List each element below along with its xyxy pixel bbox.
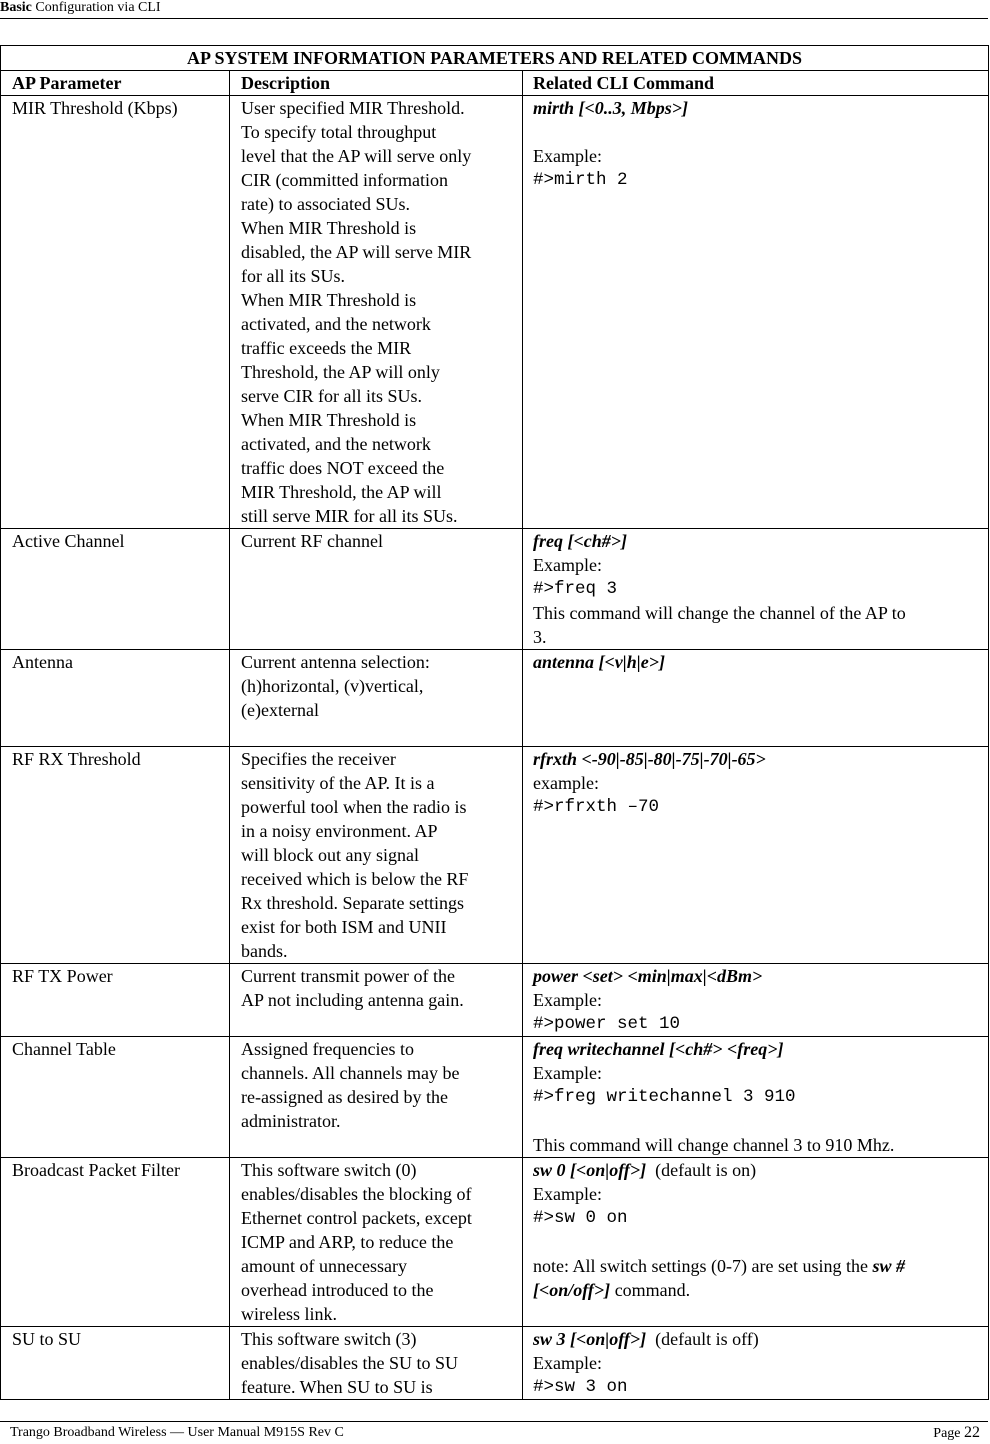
desc-line: CIR (committed information (241, 170, 448, 190)
ap-parameters-table (0, 45, 989, 1400)
desc-line: will block out any signal (241, 845, 419, 865)
desc-line: When MIR Threshold is (241, 218, 417, 238)
page-num: 22 (964, 1424, 980, 1441)
desc-line: wireless link. (241, 1304, 337, 1324)
page-footer (0, 1421, 988, 1442)
desc-line: Specifies the receiver (241, 749, 396, 769)
desc-line: bands. (241, 941, 288, 961)
table-row (1, 747, 989, 964)
desc-line: activated, and the network (241, 314, 431, 334)
desc-line: for all its SUs. (241, 266, 346, 286)
desc-line: Rx threshold. Separate settings (241, 893, 464, 913)
table-row (1, 964, 989, 1037)
page-header (0, 0, 988, 19)
description-cell (230, 747, 523, 964)
command-cell (523, 1037, 989, 1158)
desc-line: To specify total throughput (241, 122, 437, 142)
cli-command: antenna [<v|h|e>] (533, 652, 665, 672)
desc-line: in a noisy environment. AP (241, 821, 438, 841)
desc-line: serve CIR for all its SUs. (241, 386, 422, 406)
desc-line: traffic exceeds the MIR (241, 338, 412, 358)
description-cell (230, 1037, 523, 1158)
table-row (1, 650, 989, 747)
cli-command: rfrxth <-90|-85|-80|-75|-70|-65> (533, 749, 766, 769)
param-cell: Active Channel (1, 529, 230, 650)
param-cell: SU to SU (1, 1327, 230, 1400)
header-text: Configuration via CLI (35, 0, 161, 15)
desc-line: Ethernet control packets, except (241, 1208, 472, 1228)
cli-command-line (533, 1327, 986, 1351)
cli-command: power <set> <min|max|<dBm> (533, 966, 763, 986)
command-cell (523, 529, 989, 650)
param-cell: RF TX Power (1, 964, 230, 1037)
cli-command: freq writechannel [<ch#> <freq>] (533, 1039, 784, 1059)
param-cell: Broadcast Packet Filter (1, 1158, 230, 1327)
note-line: This command will change channel 3 to 910 Mhz. (533, 1135, 895, 1155)
desc-line: When MIR Threshold is (241, 290, 417, 310)
desc-line: (e)external (241, 700, 319, 720)
col-header-command: Related CLI Command (523, 71, 989, 96)
table-caption: AP SYSTEM INFORMATION PARAMETERS AND RELATED COMMANDS (1, 46, 989, 71)
col-header-parameter: AP Parameter (1, 71, 230, 96)
example-label: example: (533, 773, 599, 793)
desc-line: ICMP and ARP, to reduce the (241, 1232, 454, 1252)
note-text: note: All switch settings (0-7) are set using the (533, 1256, 868, 1276)
cli-command: freq [<ch#>] (533, 531, 627, 551)
param-cell: Antenna (1, 650, 230, 747)
desc-line: This software switch (0) (241, 1160, 417, 1180)
cli-command: mirth [<0..3, Mbps>] (533, 98, 689, 118)
desc-line: (h)horizontal, (v)vertical, (241, 676, 424, 696)
desc-line: Current RF channel (241, 531, 383, 551)
cli-command: sw 0 [<on|off>] (533, 1160, 647, 1180)
desc-line: traffic does NOT exceed the (241, 458, 445, 478)
example-label: Example: (533, 1063, 602, 1083)
header-bold: Basic (0, 0, 32, 15)
footer-text: Trango Broadband Wireless — User Manual M915S Rev C (10, 1425, 344, 1440)
desc-line: activated, and the network (241, 434, 431, 454)
desc-line: feature. When SU to SU is (241, 1377, 433, 1397)
example-label: Example: (533, 990, 602, 1010)
command-cell (523, 1158, 989, 1327)
note-command-args: [<on/off>] (533, 1280, 611, 1300)
desc-line: overhead introduced to the (241, 1280, 434, 1300)
desc-line: sensitivity of the AP. It is a (241, 773, 435, 793)
example-code: #>mirth 2 (533, 170, 628, 190)
command-cell (523, 650, 989, 747)
desc-line: MIR Threshold, the AP will (241, 482, 442, 502)
param-cell: RF RX Threshold (1, 747, 230, 964)
desc-line: re-assigned as desired by the (241, 1087, 448, 1107)
desc-line: channels. All channels may be (241, 1063, 460, 1083)
desc-line: Threshold, the AP will only (241, 362, 440, 382)
table-row (1, 96, 989, 529)
table-row (1, 1327, 989, 1400)
example-code: #>freq 3 (533, 579, 618, 599)
example-label: Example: (533, 1353, 602, 1373)
desc-line: AP not including antenna gain. (241, 990, 464, 1010)
cli-default: (default is on) (646, 1160, 757, 1180)
example-code: #>sw 0 on (533, 1208, 628, 1228)
desc-line: powerful tool when the radio is (241, 797, 467, 817)
note-line: 3. (533, 627, 547, 647)
example-code: #>power set 10 (533, 1014, 681, 1034)
note-line: This command will change the channel of the AP to (533, 603, 906, 623)
example-label: Example: (533, 555, 602, 575)
description-cell (230, 96, 523, 529)
desc-line: amount of unnecessary (241, 1256, 407, 1276)
switch-note (533, 1254, 986, 1302)
cli-command: sw 3 [<on|off>] (533, 1329, 647, 1349)
desc-line: enables/disables the blocking of (241, 1184, 472, 1204)
table-row (1, 529, 989, 650)
desc-line: exist for both ISM and UNII (241, 917, 447, 937)
desc-line: disabled, the AP will serve MIR (241, 242, 472, 262)
note-text: command. (614, 1280, 691, 1300)
description-cell (230, 529, 523, 650)
example-code: #>rfrxth –70 (533, 797, 660, 817)
col-header-description: Description (230, 71, 523, 96)
command-cell (523, 96, 989, 529)
command-cell (523, 964, 989, 1037)
description-cell (230, 1158, 523, 1327)
cli-default: (default is off) (646, 1329, 759, 1349)
example-label: Example: (533, 146, 602, 166)
description-cell (230, 650, 523, 747)
example-code: #>freg writechannel 3 910 (533, 1087, 796, 1107)
table-row (1, 1037, 989, 1158)
desc-line: level that the AP will serve only (241, 146, 472, 166)
desc-line: This software switch (3) (241, 1329, 417, 1349)
desc-line: received which is below the RF (241, 869, 469, 889)
command-cell (523, 747, 989, 964)
param-cell: MIR Threshold (Kbps) (1, 96, 230, 529)
desc-line: Current antenna selection: (241, 652, 430, 672)
desc-line: enables/disables the SU to SU (241, 1353, 458, 1373)
description-cell (230, 1327, 523, 1400)
param-cell: Channel Table (1, 1037, 230, 1158)
desc-line: Current transmit power of the (241, 966, 455, 986)
table-row (1, 1158, 989, 1327)
cli-command-line (533, 1158, 986, 1182)
example-label: Example: (533, 1184, 602, 1204)
desc-line: rate) to associated SUs. (241, 194, 410, 214)
description-cell (230, 964, 523, 1037)
page-label: Page (933, 1426, 961, 1441)
desc-line: When MIR Threshold is (241, 410, 417, 430)
desc-line: Assigned frequencies to (241, 1039, 414, 1059)
note-command: sw # (872, 1256, 905, 1276)
example-code: #>sw 3 on (533, 1377, 628, 1397)
desc-line: administrator. (241, 1111, 341, 1131)
desc-line: still serve MIR for all its SUs. (241, 506, 458, 526)
command-cell (523, 1327, 989, 1400)
desc-line: User specified MIR Threshold. (241, 98, 465, 118)
